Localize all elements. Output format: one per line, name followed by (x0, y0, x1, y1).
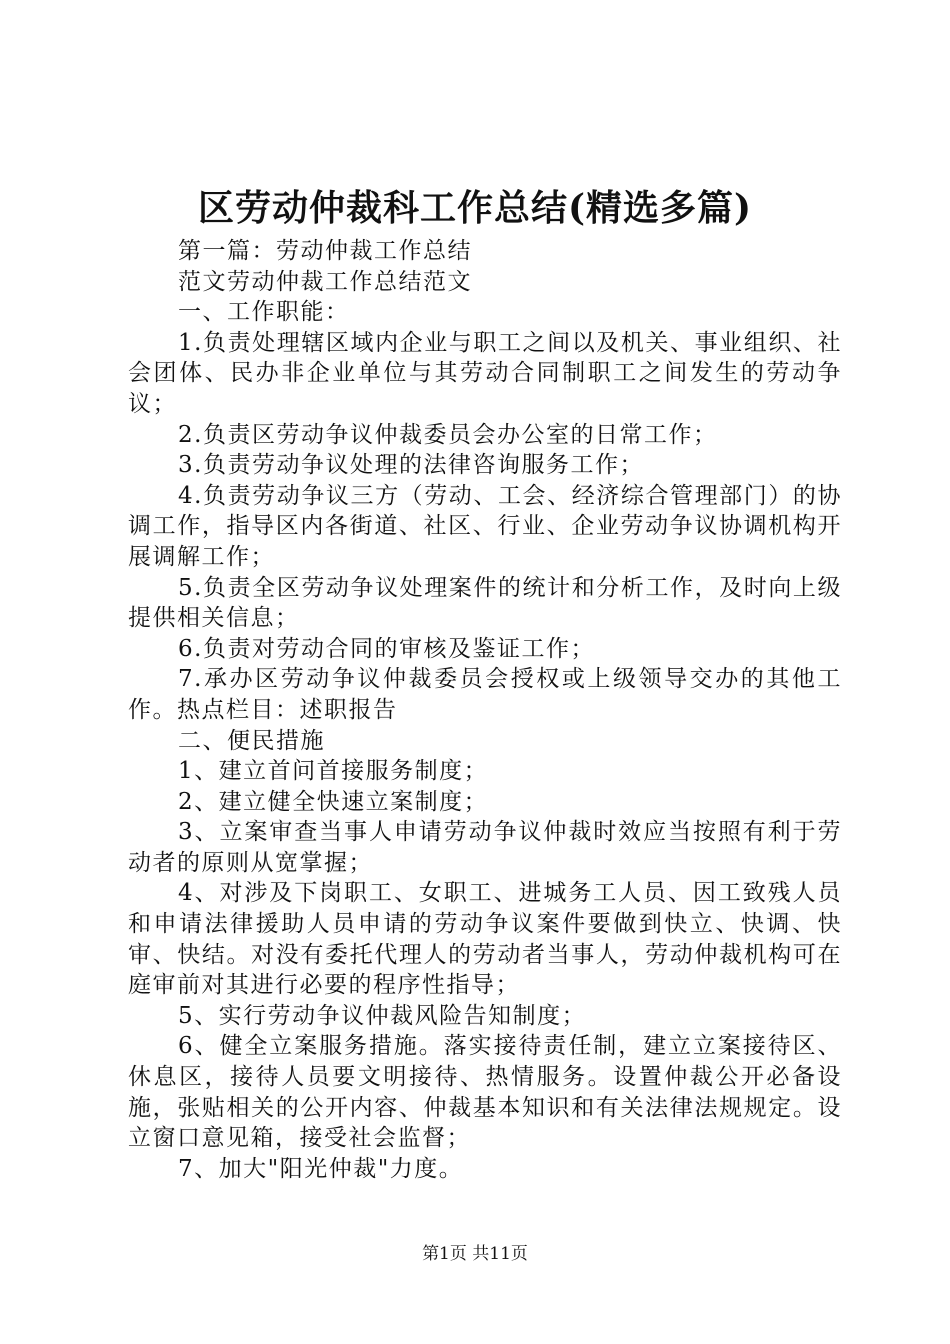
paragraph: 7.承办区劳动争议仲裁委员会授权或上级领导交办的其他工作。热点栏目：述职报告 (128, 666, 842, 723)
paragraph: 6.负责对劳动合同的审核及鉴证工作； (178, 635, 595, 662)
page-footer: 第1页 共11页 (422, 1244, 528, 1264)
paragraph: 二、便民措施 (178, 727, 325, 754)
paragraph: 3、立案审查当事人申请劳动争议仲裁时效应当按照有利于劳动者的原则从宽掌握； (128, 819, 842, 876)
paragraph: 1.负责处理辖区域内企业与职工之间以及机关、事业组织、社会团体、民办非企业单位与其劳动合同制职工之间发生的劳动争议； (128, 329, 842, 417)
paragraph: 1、建立首问首接服务制度； (178, 758, 489, 785)
paragraph: 2、建立健全快速立案制度； (178, 788, 489, 815)
paragraph: 4.负责劳动争议三方（劳动、工会、经济综合管理部门）的协调工作，指导区内各街道、社区、行业、企业劳动争议协调机构开展调解工作； (128, 482, 842, 570)
paragraph: 5、实行劳动争议仲裁风险告知制度； (178, 1002, 587, 1029)
paragraph: 4、对涉及下岗职工、女职工、进城务工人员、因工致残人员和申请法律援助人员申请的劳动争议案件要做到快立、快调、快审、快结。对没有委托代理人的劳动者当事人，劳动仲裁机构可在庭审前对其进行必要的程序性指导； (128, 880, 842, 999)
paragraph: 3.负责劳动争议处理的法律咨询服务工作； (178, 452, 644, 479)
document-title: 区劳动仲裁科工作总结(精选多篇) (197, 187, 753, 229)
paragraph: 7、加大"阳光仲裁"力度。 (178, 1155, 464, 1182)
paragraph: 2.负责区劳动争议仲裁委员会办公室的日常工作； (178, 421, 718, 448)
document-body (128, 236, 842, 1184)
paragraph: 范文劳动仲裁工作总结范文 (178, 268, 472, 295)
paragraph: 一、工作职能： (178, 299, 350, 326)
paragraph: 6、健全立案服务措施。落实接待责任制，建立立案接待区、休息区，接待人员要文明接待、热情服务。设置仲裁公开必备设施，张贴相关的公开内容、仲裁基本知识和有关法律法规规定。设立窗口意见箱，接受社会监督； (128, 1033, 842, 1152)
paragraph: 第一篇：劳动仲裁工作总结 (178, 238, 472, 264)
paragraph: 5.负责全区劳动争议处理案件的统计和分析工作，及时向上级提供相关信息； (128, 574, 842, 632)
